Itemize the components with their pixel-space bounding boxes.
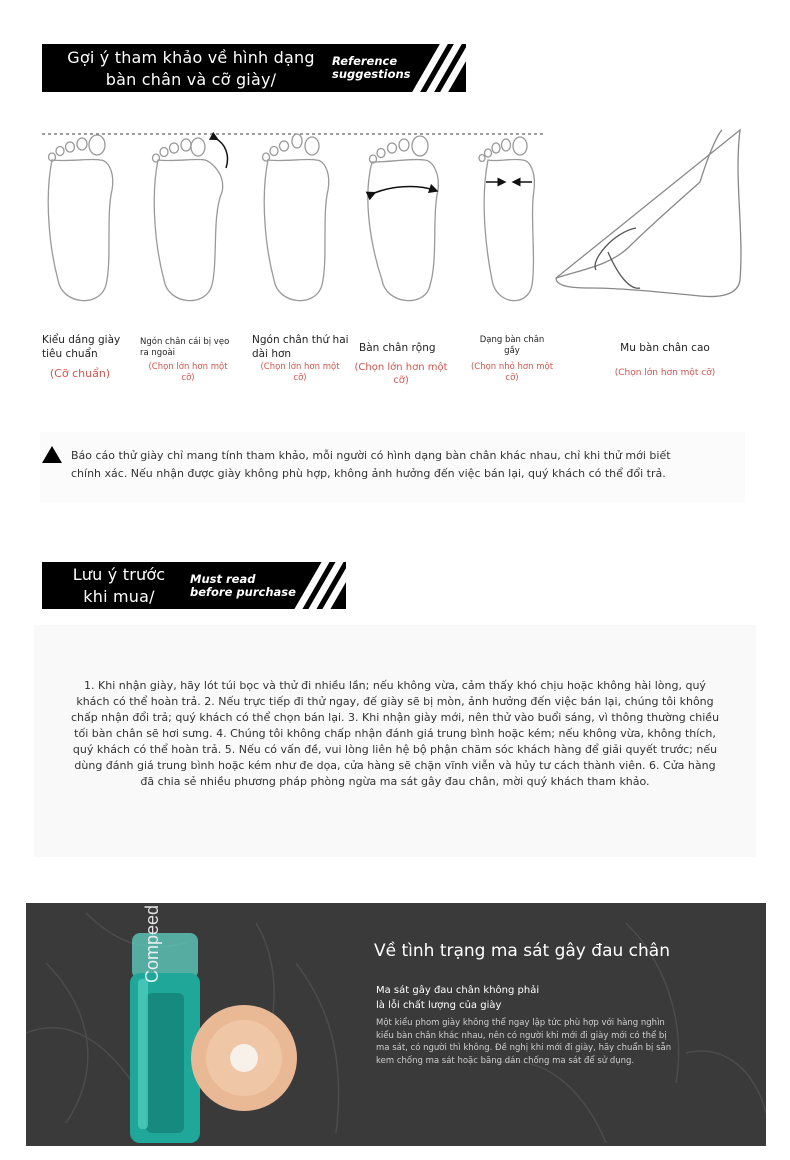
must-read-title-line2: khi mua/ bbox=[83, 587, 155, 606]
warning-text: Báo cáo thử giày chỉ mang tính tham khảo, mỗi người có hình dạng bàn chân khác nhau, chỉ khi thử mới biết chính xác. Nếu nhận được giày không phù hợp, không ảnh hưởng đến việc bán lại, quý khách có thể đổi trả. bbox=[71, 449, 671, 480]
foot-advice-thin: (Chọn nhỏ hơn một cỡ) bbox=[470, 362, 554, 383]
long-second-toe-icon bbox=[263, 134, 329, 301]
must-read-subtitle-line1: Must read bbox=[190, 572, 256, 586]
reference-subtitle-line2: suggestions bbox=[332, 67, 411, 81]
bunion-foot-icon bbox=[153, 138, 228, 301]
reference-subtitle-en bbox=[332, 55, 411, 81]
thin-foot-icon bbox=[479, 137, 534, 301]
reference-banner bbox=[42, 44, 466, 92]
wide-foot-icon bbox=[368, 136, 438, 301]
foot-advice-standard: (Cỡ chuẩn) bbox=[49, 367, 111, 380]
standard-foot-icon bbox=[48, 135, 112, 301]
reference-title-line1: Gợi ý tham khảo về hình dạng bbox=[67, 48, 315, 67]
must-read-title-line1: Lưu ý trước bbox=[72, 565, 166, 584]
friction-body-text: Một kiểu phom giày không thể ngay lập tức phù hợp với hàng nghìn kiểu bàn chân khác nhau, nên có người khi mới đi giày mới có thể bị ma sát, có người thì không. Đề nghị khi mới đi giày, hãy chuẩn bị sẵn kem chống ma sát hoặc băng dán chống ma sát để sử dụng. bbox=[376, 1018, 672, 1066]
foot-advice-second-toe: (Chọn lớn hơn một cỡ) bbox=[260, 362, 340, 383]
reference-subtitle-line1: Reference bbox=[332, 54, 398, 68]
friction-info-panel bbox=[26, 903, 766, 1146]
must-read-subtitle-en bbox=[190, 573, 296, 599]
reference-title-line2: bàn chân và cỡ giày/ bbox=[105, 70, 277, 89]
high-instep-icon bbox=[556, 130, 741, 297]
friction-subtitle bbox=[376, 983, 596, 1013]
foot-advice-bunion: (Chọn lớn hơn một cỡ) bbox=[148, 362, 228, 383]
friction-title: Về tình trạng ma sát gây đau chân bbox=[374, 941, 670, 961]
must-read-subtitle-line2: before purchase bbox=[190, 585, 296, 599]
friction-subtitle-line2: là lỗi chất lượng của giày bbox=[376, 1000, 502, 1011]
warning-triangle-icon bbox=[42, 446, 62, 463]
foot-advice-high-instep: (Chọn lớn hơn một cỡ) bbox=[614, 368, 716, 378]
foot-label-bunion: Ngón chân cái bị vẹo ra ngoài bbox=[140, 337, 230, 358]
compeed-brand-label: Compeed bbox=[142, 904, 162, 983]
purchase-notes-text: 1. Khi nhận giày, hãy lót túi bọc và thử đi nhiều lần; nếu không vừa, cảm thấy khó chịu hoặc không hài lòng, quý khách có thể hoàn trả. 2. Nếu trực tiếp đi thử ngay, đế giày sẽ bị mòn, ảnh hưởng đến việc bán lại, chúng tôi không chấp nhận đổi trả; quý khách có thể chọn bán lại. 3. Khi nhận giày mới, nên thử vào buổi sáng, vì thông thường chiều tối bàn chân sẽ hơi sưng. 4. Chúng tôi không chấp nhận đánh giá trung bình hoặc kém; nếu không vừa, không thích, quý khách có thể hoàn trả. 5. Nếu có vấn đề, vui lòng liên hệ bộ phận chăm sóc khách hàng để giải quyết trước; nếu dùng đánh giá trung bình hoặc kém như đe dọa, cửa hàng sẽ chặn vĩnh viễn và hủy tư cách thành viên. 6. Cửa hàng đã chia sẻ nhiều phương pháp phòng ngừa ma sát gây đau chân, mời quý khách tham khảo. bbox=[70, 679, 720, 788]
tape-roll-product bbox=[189, 1003, 299, 1113]
foot-advice-wide: (Chọn lớn hơn một cỡ) bbox=[354, 362, 448, 386]
foot-shapes-illustration bbox=[0, 120, 790, 310]
foot-label-high-instep: Mu bàn chân cao bbox=[620, 342, 710, 354]
must-read-title bbox=[56, 564, 182, 608]
foot-label-second-toe: Ngón chân thứ hai dài hơn bbox=[252, 334, 349, 360]
must-read-banner bbox=[42, 562, 346, 609]
foot-label-standard: Kiểu dáng giày tiêu chuẩn bbox=[42, 334, 121, 360]
friction-subtitle-line1: Ma sát gây đau chân không phải bbox=[376, 985, 540, 996]
reference-title bbox=[56, 47, 326, 91]
foot-label-wide: Bàn chân rộng bbox=[359, 342, 436, 354]
foot-label-thin: Dạng bàn chân gầy bbox=[479, 335, 545, 356]
